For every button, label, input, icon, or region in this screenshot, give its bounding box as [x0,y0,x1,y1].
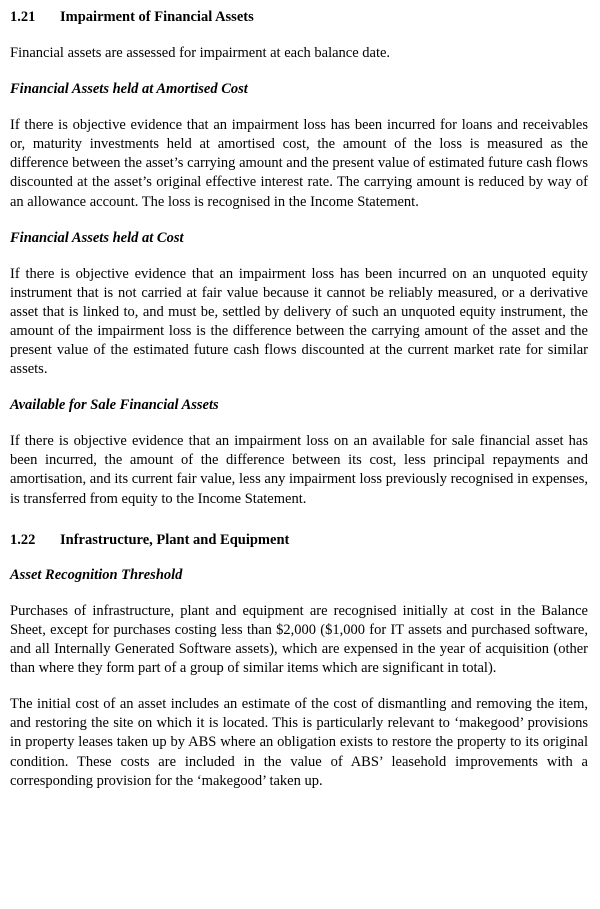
paragraph-financial-assets-cost: If there is objective evidence that an impairment loss has been incurred on an unquoted equity instrument that is not carried at fair value because it cannot be reliably measured, or a derivative asset that is linked to, and must be, settled by delivery of such an unquoted equity instrument, the amount of the impairment loss is the difference between the carrying amount of the asset and the present value of the estimated future cash flows discounted at the current market rate for similar assets. [10,265,588,378]
paragraph-available-for-sale-financial-assets: If there is objective evidence that an impairment loss on an available for sale financial asset has been incurred, the amount of the difference between its cost, less principal repayments and amortisation, and its current fair value, less any impairment loss previously recognised in expenses, is transferred from equity to the Income Statement. [10,433,588,507]
section-title: Infrastructure, Plant and Equipment [60,531,290,548]
section-intro-paragraph: Financial assets are assessed for impairment at each balance date. [10,45,391,62]
section-number: 1.21 [10,9,36,25]
section-number: 1.22 [10,531,36,548]
section-title: Impairment of Financial Assets [60,9,254,25]
subheading-financial-assets-amortised-cost: Financial Assets held at Amortised Cost [10,81,248,98]
paragraph-asset-recognition-threshold: Purchases of infrastructure, plant and equipment are recognised initially at cost in the Balance Sheet, except for purchases costing less than $2,000 ($1,000 for IT assets and purchased software, and all Internally Generated Software assets), which are expensed in the year of acquisition (other than where they form part of a group of similar items which are significant in total). [10,602,588,676]
section-heading-1-22 [10,531,588,549]
paragraph-financial-assets-amortised-cost: If there is objective evidence that an impairment loss has been incurred for loans and receivables or, maturity investments held at amortised cost, the amount of the loss is measured as the difference between the asset’s carrying amount and the present value of estimated future cash flows discounted at the asset’s original effective interest rate. The carrying amount is reduced by way of an allowance account. The loss is recognised in the Income Statement. [10,117,588,210]
section-heading-1-21 [10,8,588,26]
subheading-asset-recognition-threshold: Asset Recognition Threshold [10,566,183,583]
subheading-financial-assets-cost: Financial Assets held at Cost [10,229,184,246]
subheading-available-for-sale-financial-assets: Available for Sale Financial Assets [10,397,219,414]
paragraph-initial-cost-of-asset: The initial cost of an asset includes an estimate of the cost of dismantling and removing the item, and restoring the site on which it is located. This is particularly relevant to ‘makegood’ provisions in property leases taken up by ABS where an obligation exists to restore the property to its original condition. These costs are included in the value of ABS’ leasehold improvements with a corresponding provision for the ‘makegood’ taken up. [10,696,588,789]
